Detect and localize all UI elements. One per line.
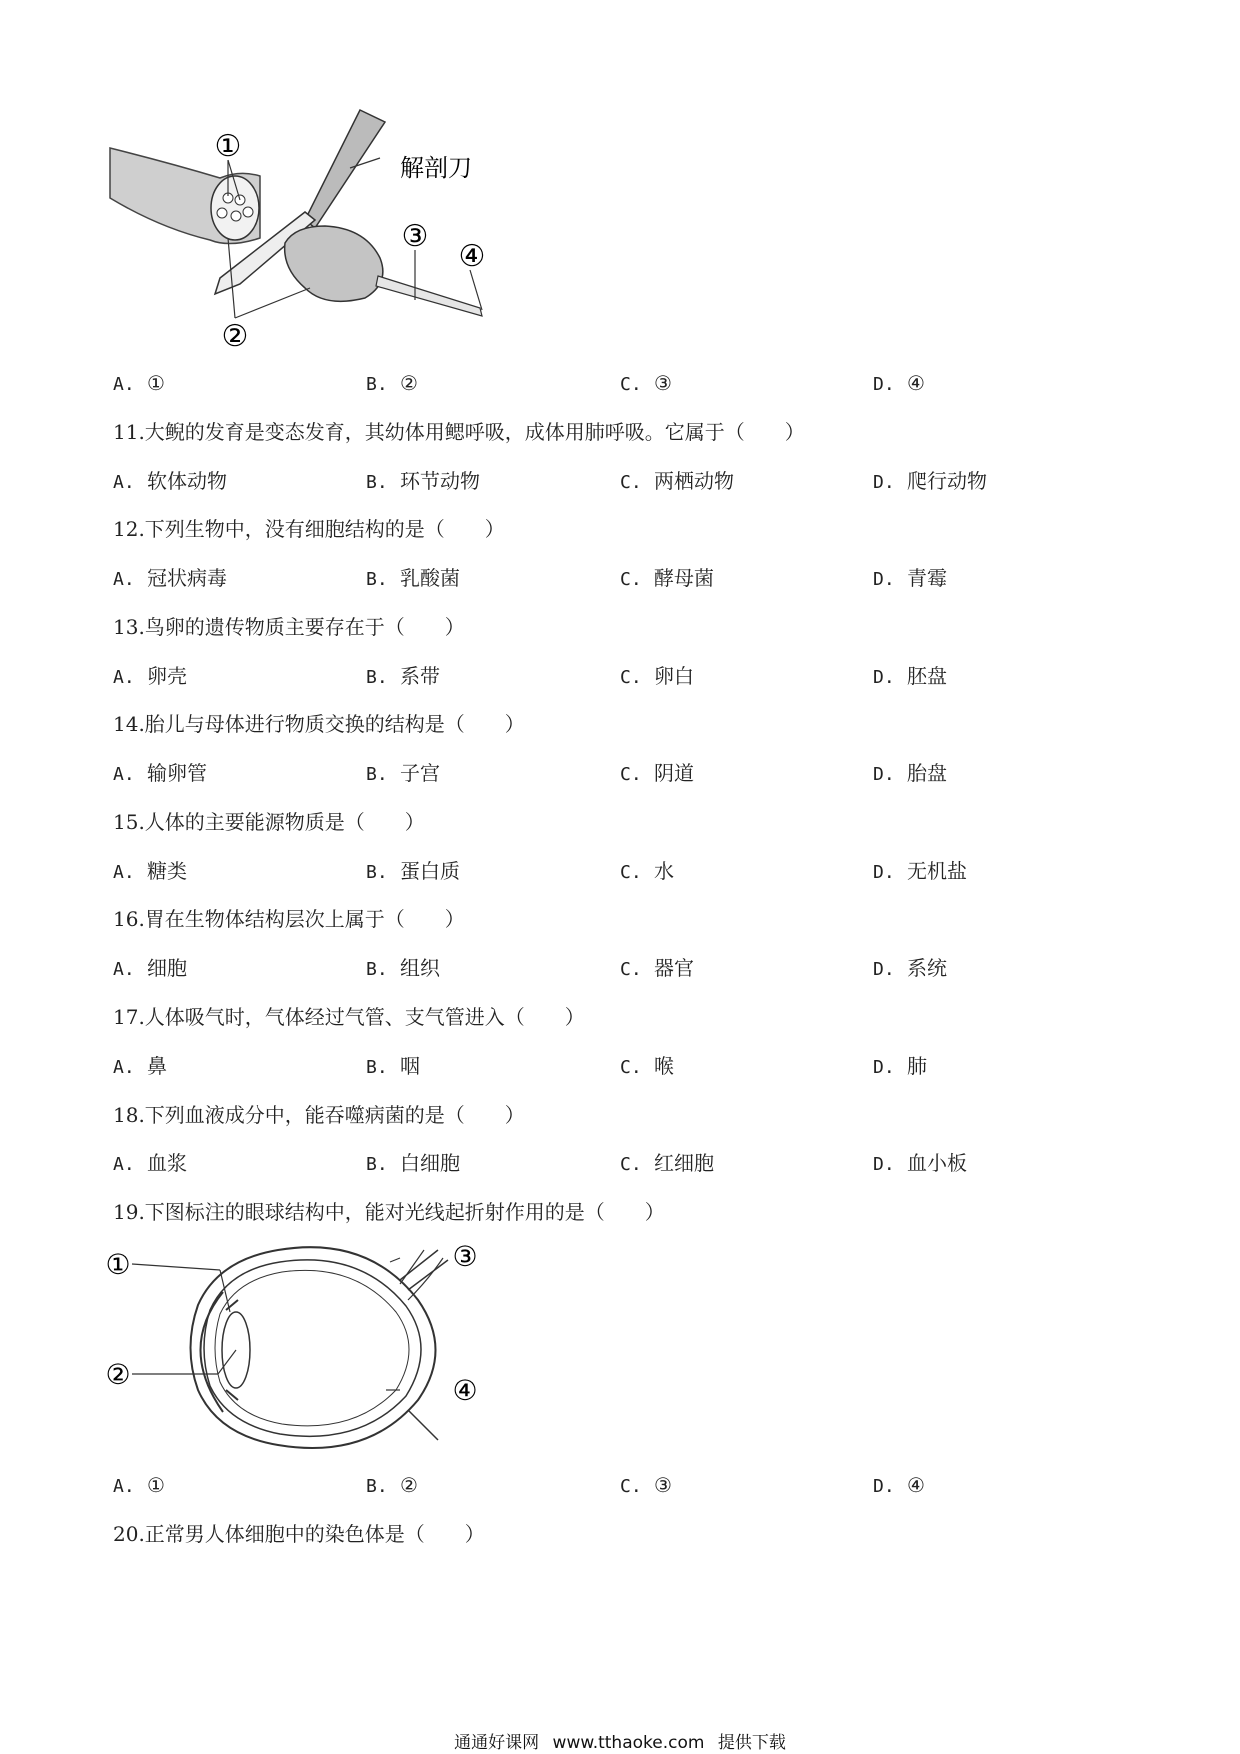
options-row bbox=[113, 467, 1133, 495]
option-d: D. 血小板 bbox=[873, 1151, 967, 1175]
question-16: 16.胃在生物体结构层次上属于（ ） bbox=[113, 907, 465, 931]
options-row bbox=[113, 1052, 1133, 1080]
label-4: ④ bbox=[458, 239, 486, 274]
options-row bbox=[113, 369, 1133, 397]
option-d: D. 胎盘 bbox=[873, 761, 947, 785]
option-a: A. 鼻 bbox=[113, 1054, 167, 1078]
option-d: D. 系统 bbox=[873, 956, 947, 980]
question-13: 13.鸟卵的遗传物质主要存在于（ ） bbox=[113, 615, 465, 639]
question-12: 12.下列生物中，没有细胞结构的是（ ） bbox=[113, 517, 505, 541]
scalpel-label: 解剖刀 bbox=[400, 154, 472, 182]
question-17: 17.人体吸气时，气体经过气管、支气管进入（ ） bbox=[113, 1005, 585, 1029]
option-a: A. 糖类 bbox=[113, 859, 187, 883]
options-row bbox=[113, 564, 1133, 592]
option-d: D. 胚盘 bbox=[873, 664, 947, 688]
option-d: D. ④ bbox=[873, 371, 925, 395]
option-a: A. 输卵管 bbox=[113, 761, 207, 785]
options-row bbox=[113, 759, 1133, 787]
option-c: C. 器官 bbox=[620, 956, 694, 980]
footer-suffix: 提供下载 bbox=[717, 1733, 786, 1753]
option-a: A. 卵壳 bbox=[113, 664, 187, 688]
question-18: 18.下列血液成分中，能吞噬病菌的是（ ） bbox=[113, 1103, 525, 1127]
options-row bbox=[113, 857, 1133, 885]
eye-label-2: ② bbox=[105, 1358, 131, 1391]
option-b: B. 环节动物 bbox=[366, 469, 480, 493]
options-row bbox=[113, 1149, 1133, 1177]
eye-label-1: ① bbox=[105, 1248, 131, 1281]
footer-site-name: 通通好课网 bbox=[454, 1733, 540, 1753]
option-b: B. 乳酸菌 bbox=[366, 566, 460, 590]
eye-label-4: ④ bbox=[452, 1374, 478, 1407]
option-c: C. ③ bbox=[620, 1473, 672, 1497]
muscle-dissection-figure bbox=[110, 108, 510, 354]
label-3: ③ bbox=[401, 219, 429, 254]
options-row bbox=[113, 954, 1133, 982]
option-c: C. 酵母菌 bbox=[620, 566, 714, 590]
option-b: B. ② bbox=[366, 1473, 418, 1497]
option-c: C. 水 bbox=[620, 859, 674, 883]
option-a: A. 软体动物 bbox=[113, 469, 227, 493]
option-d: D. ④ bbox=[873, 1473, 925, 1497]
label-2: ② bbox=[221, 319, 249, 354]
option-b: B. 组织 bbox=[366, 956, 440, 980]
option-b: B. 蛋白质 bbox=[366, 859, 460, 883]
label-1: ① bbox=[214, 129, 242, 164]
eyeball-figure bbox=[105, 1240, 488, 1460]
option-c: C. 两栖动物 bbox=[620, 469, 734, 493]
option-b: B. 子宫 bbox=[366, 761, 440, 785]
footer-url[interactable]: www.tthaoke.com bbox=[552, 1733, 705, 1753]
option-c: C. 红细胞 bbox=[620, 1151, 714, 1175]
option-a: A. 血浆 bbox=[113, 1151, 187, 1175]
option-a: A. ① bbox=[113, 371, 165, 395]
question-20: 20.正常男人体细胞中的染色体是（ ） bbox=[113, 1522, 485, 1546]
option-d: D. 肺 bbox=[873, 1054, 927, 1078]
question-19: 19.下图标注的眼球结构中，能对光线起折射作用的是（ ） bbox=[113, 1200, 665, 1224]
question-15: 15.人体的主要能源物质是（ ） bbox=[113, 810, 425, 834]
option-c: C. 喉 bbox=[620, 1054, 674, 1078]
page-footer bbox=[0, 1728, 1240, 1753]
option-d: D. 青霉 bbox=[873, 566, 947, 590]
option-d: D. 爬行动物 bbox=[873, 469, 987, 493]
option-b: B. 咽 bbox=[366, 1054, 420, 1078]
options-row bbox=[113, 1471, 1133, 1499]
option-d: D. 无机盐 bbox=[873, 859, 967, 883]
question-11: 11.大鲵的发育是变态发育，其幼体用鳃呼吸，成体用肺呼吸。它属于（ ） bbox=[113, 420, 805, 444]
question-14: 14.胎儿与母体进行物质交换的结构是（ ） bbox=[113, 712, 525, 736]
option-c: C. 阴道 bbox=[620, 761, 694, 785]
option-a: A. ① bbox=[113, 1473, 165, 1497]
option-a: A. 冠状病毒 bbox=[113, 566, 227, 590]
option-b: B. ② bbox=[366, 371, 418, 395]
eye-label-3: ③ bbox=[452, 1240, 478, 1273]
option-b: B. 系带 bbox=[366, 664, 440, 688]
option-c: C. ③ bbox=[620, 371, 672, 395]
option-a: A. 细胞 bbox=[113, 956, 187, 980]
option-c: C. 卵白 bbox=[620, 664, 694, 688]
option-b: B. 白细胞 bbox=[366, 1151, 460, 1175]
options-row bbox=[113, 662, 1133, 690]
